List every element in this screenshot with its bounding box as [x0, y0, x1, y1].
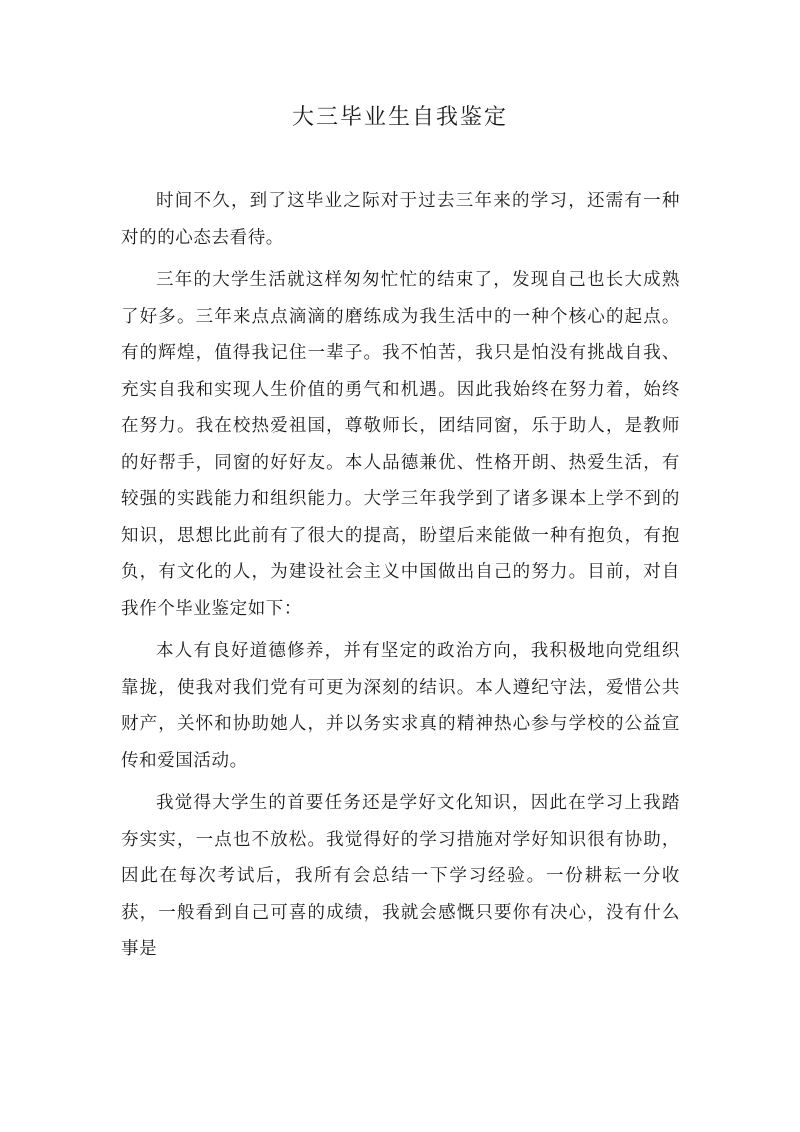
paragraph: 时间不久，到了这毕业之际对于过去三年来的学习，还需有一种对的的心态去看待。 — [121, 191, 680, 248]
page-title: 大三毕业生自我鉴定 — [291, 105, 508, 130]
paragraph: 我觉得大学生的首要任务还是学好文化知识，因此在学习上我踏夯实实，一点也不放松。我觉得好的学习措施对学好知识很有协助，因此在每次考试后，我所有会总结一下学习经验。一份耕耘一分收获，一般看到自己可喜的成绩，我就会感慨只要你有决心，没有什么事是 — [121, 793, 680, 959]
paragraph: 本人有良好道德修养，并有坚定的政治方向，我积极地向党组织靠拢，使我对我们党有可更为深刻的结识。本人遵纪守法，爱惜公共财产，关怀和协助她人，并以务实求真的精神热心参与学校的公益宣传和爱国活动。 — [121, 641, 680, 771]
paragraph: 三年的大学生活就这样匆匆忙忙的结束了，发现自己也长大成熟了好多。三年来点点滴滴的磨练成为我生活中的一种个核心的起点。有的辉煌，值得我记住一辈子。我不怕苦，我只是怕没有挑战自我、充实自我和实现人生价值的勇气和机遇。因此我始终在努力着，始终在努力。我在校热爱祖国，尊敬师长，团结同窗，乐于助人，是教师的好帮手，同窗的好好友。本人品德兼优、性格开朗、热爱生活，有较强的实践能力和组织能力。大学三年我学到了诸多课本上学不到的知识，思想比此前有了很大的提高，盼望后来能做一种有抱负，有抱负，有文化的人，为建设社会主义中国做出自己的努力。目前，对自我作个毕业鉴定如下： — [121, 270, 680, 619]
document-body — [121, 183, 680, 974]
